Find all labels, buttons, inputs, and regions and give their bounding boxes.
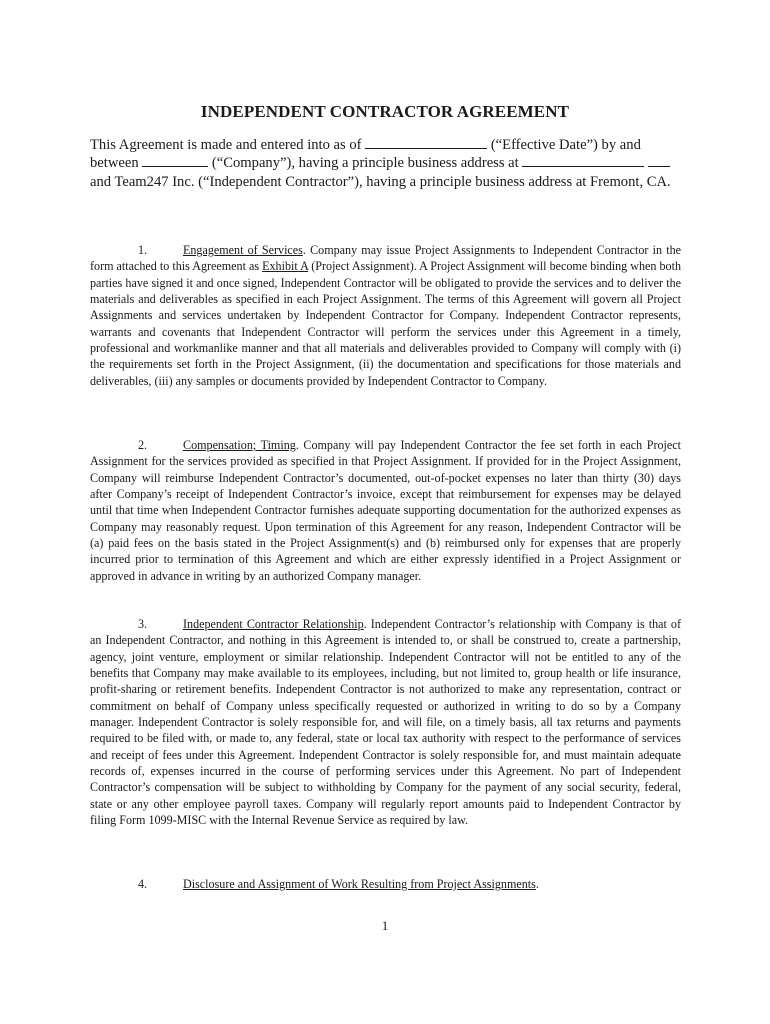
company-name-blank	[142, 154, 208, 167]
section-3-paragraph	[90, 616, 681, 828]
section-2-heading: Compensation; Timing	[183, 438, 296, 452]
section-2-paragraph	[90, 437, 681, 584]
page-number: 1	[381, 918, 389, 933]
section-4	[90, 876, 681, 892]
document-title: INDEPENDENT CONTRACTOR AGREEMENT	[200, 102, 570, 121]
intro-paragraph	[90, 136, 690, 191]
effective-date-blank	[365, 136, 487, 149]
section-3-number: 3.	[138, 617, 148, 631]
section-2-text: . Company will pay Independent Contractor the fee set forth in each Project Assignment for the services provided as specified in that Project Assignment. If provided for in the Project Assignment, Company will reimburse Independent Contractor’s documented, out-of-pocket expenses no later than thirty (30) days after Company’s receipt of Independent Contractor’s invoice, except that reimbursement for expenses may be delayed until that time when Independent Contractor furnishes adequate supporting documentation for the authorized expenses as Company may reasonably request. Upon termination of this Agreement for any reason, Independent Contractor will be (a) paid fees on the basis stated in the Project Assignment(s) and (b) reimbursed only for expenses that are properly incurred prior to termination of this Agreement and which are either expressly identified in a Project Assignment or approved in advance in writing by an authorized Company manager.	[90, 438, 681, 583]
section-4-number: 4.	[138, 877, 148, 891]
intro-text-3: (“Company”), having a principle business address at	[208, 155, 523, 172]
section-1	[90, 242, 681, 389]
section-3	[90, 616, 681, 828]
section-4-paragraph	[90, 876, 681, 892]
section-1-text-before: . Company may issue Project Assignments to Independent Contractor in the form attached to this Agreement as	[90, 243, 681, 274]
intro-text-2: (“Effective Date”) by and between	[90, 137, 641, 172]
section-1-number: 1.	[138, 243, 148, 257]
intro-text-1: This Agreement is made and entered into as of	[90, 137, 366, 153]
company-address-blank-continued	[648, 154, 670, 167]
section-1-paragraph	[90, 242, 681, 389]
section-2	[90, 437, 681, 584]
exhibit-a-reference: Exhibit A	[262, 259, 309, 274]
section-4-heading: Disclosure and Assignment of Work Resulting from Project Assignments	[183, 877, 536, 891]
section-3-heading: Independent Contractor Relationship	[183, 617, 364, 631]
section-1-heading: Engagement of Services	[183, 243, 303, 257]
intro-text-4: and Team247 Inc. (“Independent Contractor”), having a principle business address at Fremont, CA.	[90, 173, 671, 190]
section-3-text: . Independent Contractor’s relationship with Company is that of an Independent Contractor, and nothing in this Agreement is intended to, or shall be construed to, create a partnership, agency, joint venture, employment or similar relationship. Independent Contractor will not be entitled to any of the benefits that Company may make available to its employees, including, but not limited to, group health or life insurance, profit-sharing or retirement benefits. Independent Contractor is not authorized to make any representation, contract or commitment on behalf of Company unless specifically requested or authorized in writing to do so by a Company manager. Independent Contractor is solely responsible for, and will file, on a timely basis, all tax returns and payments required to be filed with, or made to, any federal, state or local tax authority with respect to the performance of services and receipt of fees under this Agreement. Independent Contractor is solely responsible for, and must maintain adequate records of, expenses incurred in the course of performing services under this Agreement. No part of Independent Contractor’s compensation will be subject to withholding by Company for the payment of any social security, federal, state or any other employee payroll taxes. Company will regularly report amounts paid to Independent Contractor by filing Form 1099-MISC with the Internal Revenue Service as required by law.	[90, 617, 681, 828]
section-4-text: .	[535, 877, 539, 891]
company-address-blank	[522, 154, 644, 167]
section-1-text-after: (Project Assignment). A Project Assignment will become binding when both parties have signed it and once signed, Independent Contractor will be obligated to provide the services and to deliver the materials and deliverables as specified in each Project Assignment. The terms of this Agreement will govern all Project Assignments and services undertaken by Independent Contractor for Company. Independent Contractor represents, warrants and covenants that Independent Contractor will perform the services under this Agreement in a timely, professional and workmanlike manner and that all materials and deliverables provided to Company will comply with (i) the requirements set forth in the Project Assignment, (ii) the documentation and specifications for those materials and deliverables, (iii) any samples or documents provided by Independent Contractor to Company.	[90, 259, 681, 388]
section-2-number: 2.	[138, 438, 148, 452]
